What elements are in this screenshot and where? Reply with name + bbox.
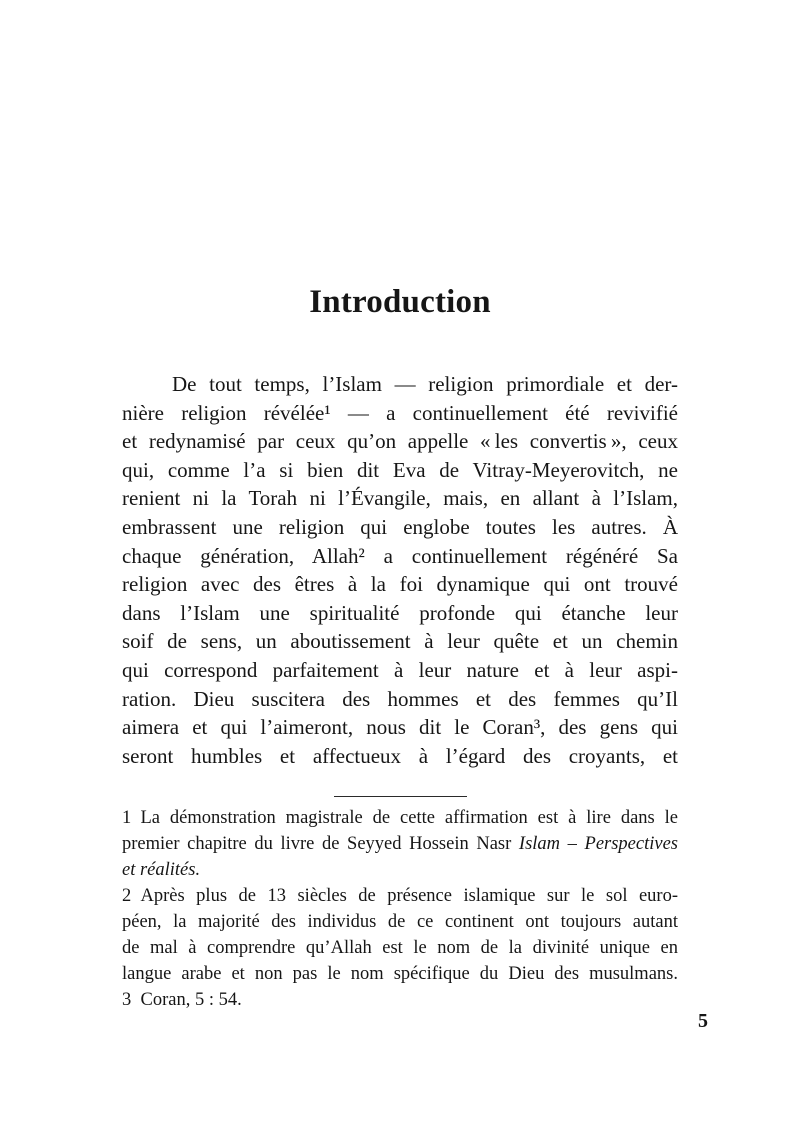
body-line: dans l’Islam une spiritualité profonde qui étanche leur	[122, 600, 678, 625]
footnote-line: 1 La démonstration magistrale de cette affirmation est à lire dans le	[122, 808, 678, 829]
body-paragraph	[122, 370, 678, 770]
body-line: De tout temps, l’Islam — religion primordiale et der-	[172, 372, 678, 396]
body-line: seront humbles et affectueux à l’égard des croyants, et	[122, 743, 678, 768]
footnote-line	[122, 831, 678, 857]
footnotes-block	[122, 805, 678, 1013]
body-line: embrassent une religion qui englobe toutes les autres. À	[122, 514, 678, 539]
footnote-line: langue arabe et non pas le nom spécifique du Dieu des musulmans.	[122, 964, 678, 985]
footnote-1	[122, 805, 678, 883]
footnote-line: et réalités.	[122, 860, 201, 881]
body-line: et redynamisé par ceux qu’on appelle « les convertis », ceux	[122, 429, 678, 454]
body-line: aimera et qui l’aimeront, nous dit le Coran³, des gens qui	[122, 715, 678, 740]
body-line: nière religion révélée¹ — a continuellement été revivifié	[122, 400, 678, 425]
body-line: ration. Dieu suscitera des hommes et des femmes qu’Il	[122, 686, 678, 711]
page-number: 5	[698, 1010, 708, 1032]
footnote-line: 2 Après plus de 13 siècles de présence islamique sur le sol euro-	[122, 886, 678, 907]
footnote-3	[122, 987, 678, 1013]
book-title-italic: Islam – Perspectives	[518, 834, 679, 855]
body-line: religion avec des êtres à la foi dynamique qui ont trouvé	[122, 572, 678, 597]
text-column	[122, 0, 678, 1013]
footnote-line: 3 Coran, 5 : 54.	[122, 990, 242, 1011]
body-line: qui, comme l’a si bien dit Eva de Vitray-Meyerovitch, ne	[122, 457, 678, 482]
body-line: soif de sens, un aboutissement à leur quête et un chemin	[122, 629, 678, 654]
footnote-line: péen, la majorité des individus de ce continent ont toujours autant	[122, 912, 678, 933]
body-line: renient ni la Torah ni l’Évangile, mais, en allant à l’Islam,	[122, 486, 678, 511]
footnote-divider	[334, 796, 467, 797]
footnote-line: de mal à comprendre qu’Allah est le nom de la divinité unique en	[122, 938, 678, 959]
footnote-2	[122, 883, 678, 987]
body-line: qui correspond parfaitement à leur nature et à leur aspi-	[122, 657, 678, 682]
chapter-title: Introduction	[309, 284, 491, 320]
body-line: chaque génération, Allah² a continuellement régénéré Sa	[122, 543, 678, 568]
footnote-text: premier chapitre du livre de Seyyed Hossein Nasr	[122, 834, 512, 855]
